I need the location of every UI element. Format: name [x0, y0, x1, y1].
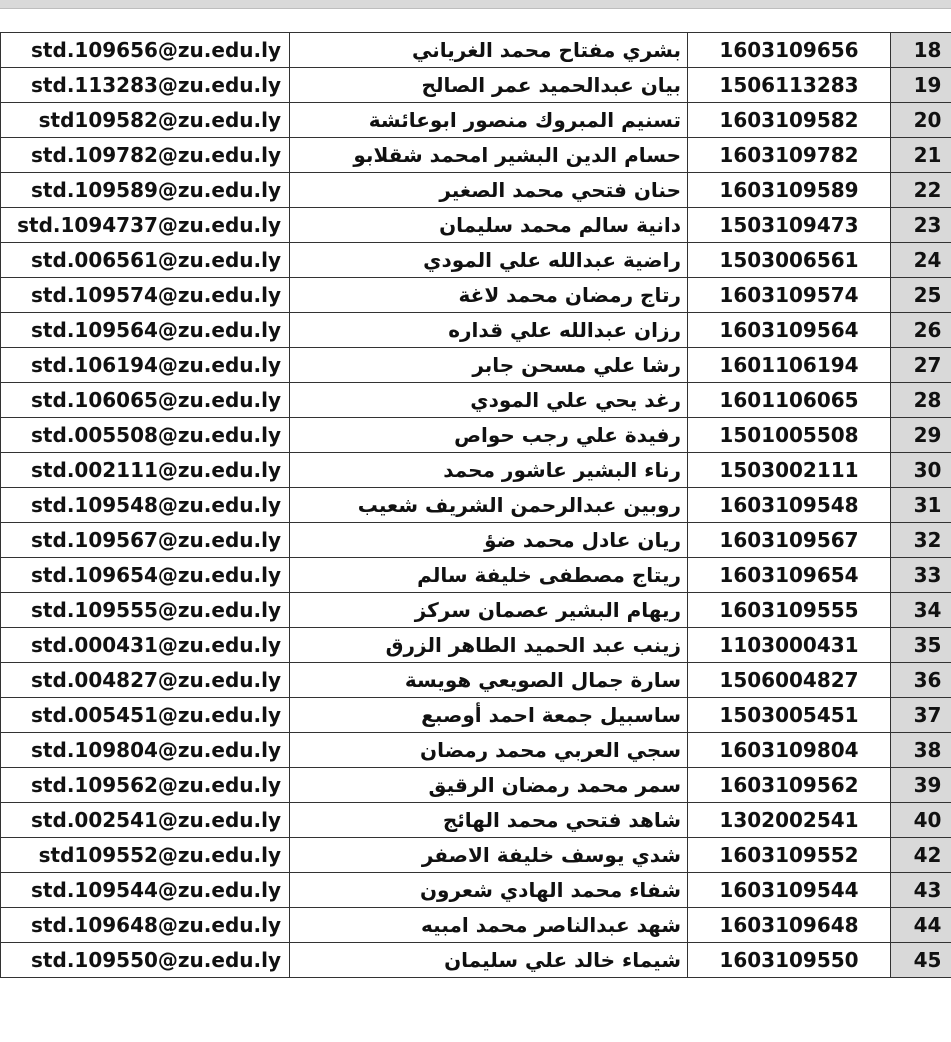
- row-number-cell: 43: [891, 873, 951, 908]
- table-row: [1, 523, 951, 558]
- student-name-cell: ريان عادل محمد ضؤ: [290, 523, 688, 558]
- table-row: [1, 138, 951, 173]
- email-cell: std.005451@zu.edu.ly: [1, 698, 290, 733]
- student-name-cell: سارة جمال الصويعي هويسة: [290, 663, 688, 698]
- student-name-cell: رناء البشير عاشور محمد: [290, 453, 688, 488]
- student-name-cell: رفيدة علي رجب حواص: [290, 418, 688, 453]
- student-id-cell: 1603109550: [688, 943, 891, 978]
- row-number-cell: 36: [891, 663, 951, 698]
- email-cell: std.109574@zu.edu.ly: [1, 278, 290, 313]
- email-cell: std.106065@zu.edu.ly: [1, 383, 290, 418]
- student-id-cell: 1506004827: [688, 663, 891, 698]
- table-row: [1, 208, 951, 243]
- student-name-cell: شفاء محمد الهادي شعرون: [290, 873, 688, 908]
- student-id-cell: 1601106065: [688, 383, 891, 418]
- student-name-cell: شاهد فتحي محمد الهائج: [290, 803, 688, 838]
- student-id-cell: 1603109574: [688, 278, 891, 313]
- table-row: [1, 873, 951, 908]
- table-row: [1, 698, 951, 733]
- student-id-cell: 1501005508: [688, 418, 891, 453]
- row-number-cell: 40: [891, 803, 951, 838]
- email-cell: std.109550@zu.edu.ly: [1, 943, 290, 978]
- student-name-cell: بيان عبدالحميد عمر الصالح: [290, 68, 688, 103]
- table-row: [1, 733, 951, 768]
- student-name-cell: رشا علي مسحن جابر: [290, 348, 688, 383]
- student-name-cell: بشري مفتاح محمد الغرياني: [290, 33, 688, 68]
- row-number-cell: 33: [891, 558, 951, 593]
- student-name-cell: ريهام البشير عصمان سركز: [290, 593, 688, 628]
- email-cell: std.002541@zu.edu.ly: [1, 803, 290, 838]
- student-id-cell: 1603109567: [688, 523, 891, 558]
- email-cell: std.109782@zu.edu.ly: [1, 138, 290, 173]
- email-cell: std.113283@zu.edu.ly: [1, 68, 290, 103]
- row-number-cell: 39: [891, 768, 951, 803]
- student-name-cell: راضية عبدالله علي المودي: [290, 243, 688, 278]
- table-row: [1, 628, 951, 663]
- student-id-cell: 1603109548: [688, 488, 891, 523]
- table-row: [1, 278, 951, 313]
- row-number-cell: 37: [891, 698, 951, 733]
- table-row: [1, 838, 951, 873]
- row-number-cell: 35: [891, 628, 951, 663]
- table-row: [1, 943, 951, 978]
- student-id-cell: 1603109648: [688, 908, 891, 943]
- table-row: [1, 593, 951, 628]
- email-cell: std.109562@zu.edu.ly: [1, 768, 290, 803]
- email-cell: std.109589@zu.edu.ly: [1, 173, 290, 208]
- row-number-cell: 21: [891, 138, 951, 173]
- student-id-cell: 1103000431: [688, 628, 891, 663]
- row-number-cell: 42: [891, 838, 951, 873]
- row-number-cell: 19: [891, 68, 951, 103]
- student-name-cell: دانية سالم محمد سليمان: [290, 208, 688, 243]
- table-row: [1, 173, 951, 208]
- student-name-cell: زينب عبد الحميد الطاهر الزرق: [290, 628, 688, 663]
- student-name-cell: حنان فتحي محمد الصغير: [290, 173, 688, 208]
- email-cell: std.109656@zu.edu.ly: [1, 33, 290, 68]
- email-cell: std.002111@zu.edu.ly: [1, 453, 290, 488]
- student-name-cell: رغد يحي علي المودي: [290, 383, 688, 418]
- email-cell: std.006561@zu.edu.ly: [1, 243, 290, 278]
- row-number-cell: 38: [891, 733, 951, 768]
- email-cell: std.000431@zu.edu.ly: [1, 628, 290, 663]
- email-cell: std.109648@zu.edu.ly: [1, 908, 290, 943]
- table-row: [1, 558, 951, 593]
- row-number-cell: 20: [891, 103, 951, 138]
- table-row: [1, 418, 951, 453]
- email-cell: std.004827@zu.edu.ly: [1, 663, 290, 698]
- student-id-cell: 1603109562: [688, 768, 891, 803]
- table-row: [1, 908, 951, 943]
- student-name-cell: شهد عبدالناصر محمد امبيه: [290, 908, 688, 943]
- row-number-cell: 26: [891, 313, 951, 348]
- student-id-cell: 1603109656: [688, 33, 891, 68]
- student-id-cell: 1603109555: [688, 593, 891, 628]
- table-row: [1, 68, 951, 103]
- student-name-cell: تسنيم المبروك منصور ابوعائشة: [290, 103, 688, 138]
- student-name-cell: سجي العربي محمد رمضان: [290, 733, 688, 768]
- student-id-cell: 1503002111: [688, 453, 891, 488]
- student-id-cell: 1503006561: [688, 243, 891, 278]
- student-id-cell: 1603109564: [688, 313, 891, 348]
- row-number-cell: 24: [891, 243, 951, 278]
- row-number-cell: 34: [891, 593, 951, 628]
- email-cell: std.109548@zu.edu.ly: [1, 488, 290, 523]
- student-id-cell: 1506113283: [688, 68, 891, 103]
- email-cell: std.005508@zu.edu.ly: [1, 418, 290, 453]
- student-id-cell: 1603109552: [688, 838, 891, 873]
- student-name-cell: سمر محمد رمضان الرقيق: [290, 768, 688, 803]
- student-id-cell: 1603109782: [688, 138, 891, 173]
- row-number-cell: 22: [891, 173, 951, 208]
- email-cell: std.109544@zu.edu.ly: [1, 873, 290, 908]
- table-row: [1, 663, 951, 698]
- email-cell: std.109654@zu.edu.ly: [1, 558, 290, 593]
- email-cell: std.106194@zu.edu.ly: [1, 348, 290, 383]
- row-number-cell: 45: [891, 943, 951, 978]
- student-id-cell: 1603109582: [688, 103, 891, 138]
- student-id-cell: 1603109544: [688, 873, 891, 908]
- row-number-cell: 28: [891, 383, 951, 418]
- row-number-cell: 29: [891, 418, 951, 453]
- student-name-cell: ريتاج مصطفى خليفة سالم: [290, 558, 688, 593]
- table-row: [1, 383, 951, 418]
- student-roster-table: [0, 32, 951, 978]
- table-row: [1, 488, 951, 523]
- table-row: [1, 33, 951, 68]
- student-name-cell: روبين عبدالرحمن الشريف شعيب: [290, 488, 688, 523]
- roster-body: [1, 33, 951, 978]
- row-number-cell: 27: [891, 348, 951, 383]
- email-cell: std109552@zu.edu.ly: [1, 838, 290, 873]
- table-row: [1, 348, 951, 383]
- student-id-cell: 1503005451: [688, 698, 891, 733]
- email-cell: std.109564@zu.edu.ly: [1, 313, 290, 348]
- top-edge-bar: [0, 0, 951, 9]
- email-cell: std.109567@zu.edu.ly: [1, 523, 290, 558]
- row-number-cell: 23: [891, 208, 951, 243]
- student-name-cell: رتاج رمضان محمد لاغة: [290, 278, 688, 313]
- row-number-cell: 44: [891, 908, 951, 943]
- table-row: [1, 768, 951, 803]
- student-id-cell: 1603109654: [688, 558, 891, 593]
- student-name-cell: شدي يوسف خليفة الاصفر: [290, 838, 688, 873]
- student-id-cell: 1603109804: [688, 733, 891, 768]
- table-row: [1, 103, 951, 138]
- table-row: [1, 243, 951, 278]
- student-name-cell: حسام الدين البشير امحمد شقلابو: [290, 138, 688, 173]
- student-name-cell: شيماء خالد علي سليمان: [290, 943, 688, 978]
- student-id-cell: 1503109473: [688, 208, 891, 243]
- row-number-cell: 25: [891, 278, 951, 313]
- student-id-cell: 1603109589: [688, 173, 891, 208]
- row-number-cell: 32: [891, 523, 951, 558]
- table-row: [1, 453, 951, 488]
- table-row: [1, 803, 951, 838]
- student-name-cell: رزان عبدالله علي قداره: [290, 313, 688, 348]
- email-cell: std109582@zu.edu.ly: [1, 103, 290, 138]
- email-cell: std.109804@zu.edu.ly: [1, 733, 290, 768]
- email-cell: std.1094737@zu.edu.ly: [1, 208, 290, 243]
- row-number-cell: 31: [891, 488, 951, 523]
- table-row: [1, 313, 951, 348]
- student-id-cell: 1601106194: [688, 348, 891, 383]
- row-number-cell: 18: [891, 33, 951, 68]
- email-cell: std.109555@zu.edu.ly: [1, 593, 290, 628]
- student-name-cell: ساسبيل جمعة احمد أوصبع: [290, 698, 688, 733]
- row-number-cell: 30: [891, 453, 951, 488]
- student-id-cell: 1302002541: [688, 803, 891, 838]
